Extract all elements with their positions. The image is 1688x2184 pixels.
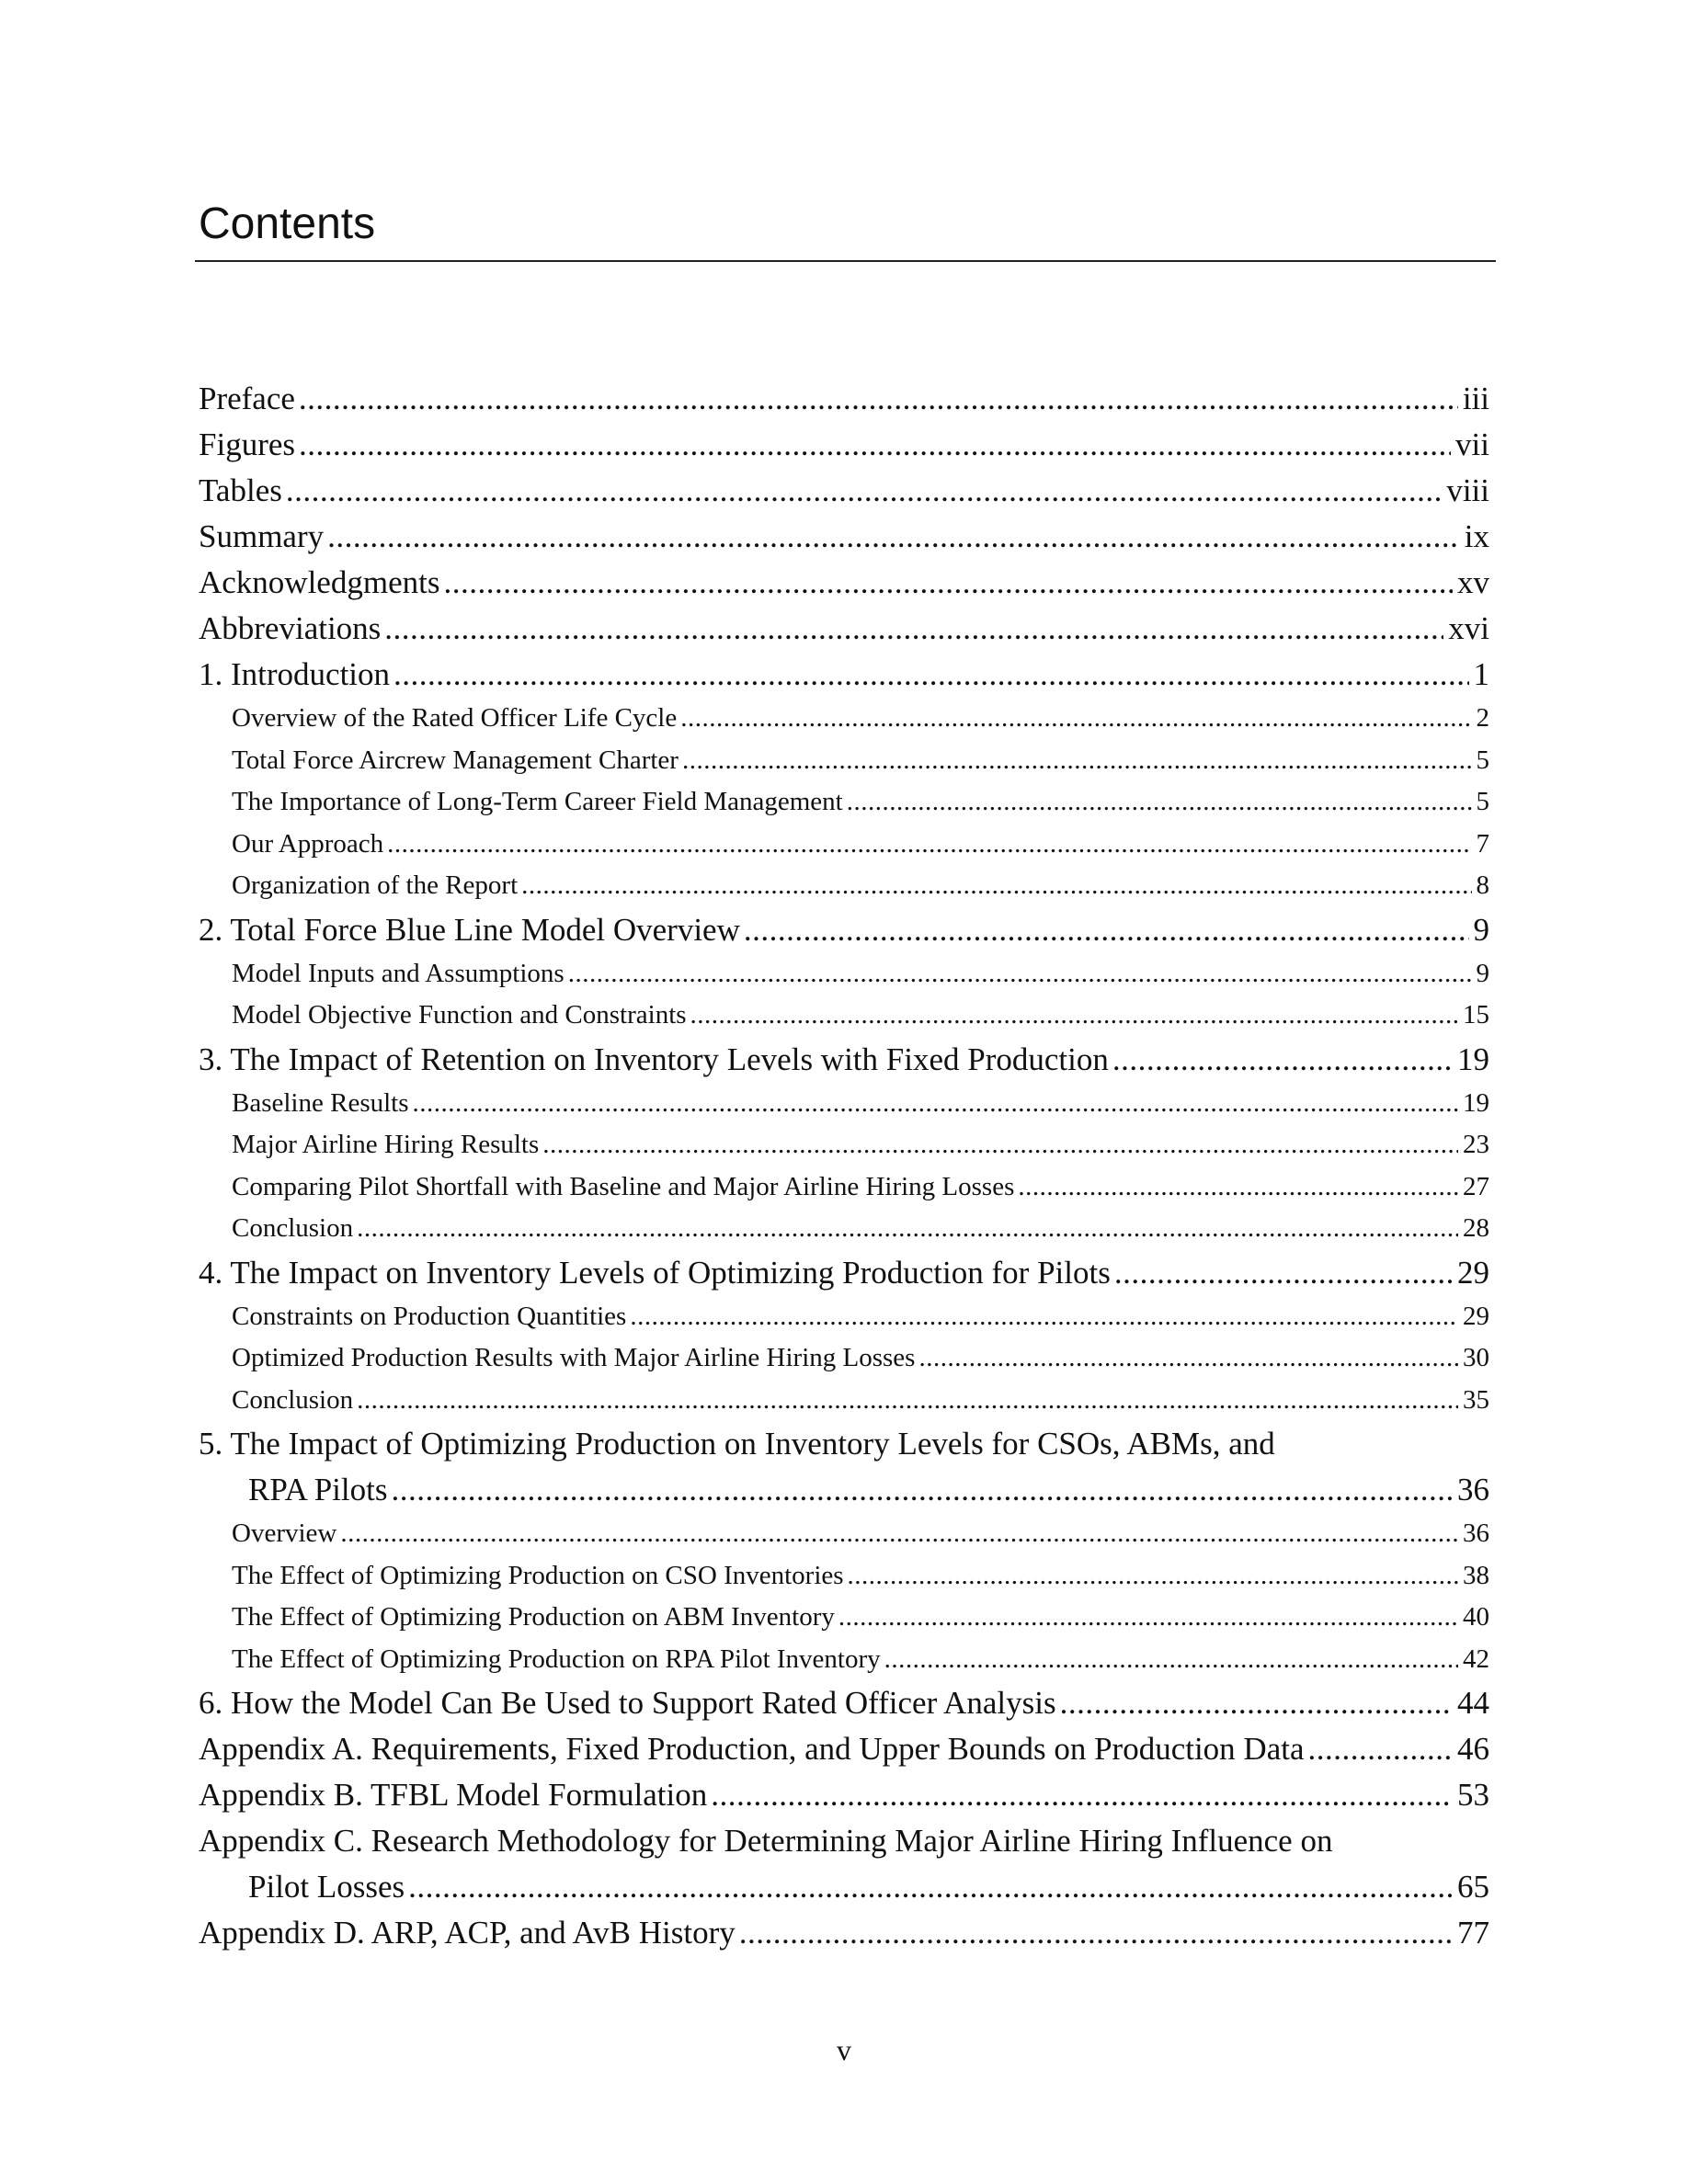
toc-entry[interactable] (199, 606, 1489, 652)
toc-subentry[interactable] (199, 865, 1489, 907)
toc-entry[interactable] (199, 1250, 1489, 1296)
toc-page-number[interactable]: 30 (1463, 1343, 1489, 1372)
toc-page-number[interactable]: 29 (1463, 1301, 1489, 1331)
toc-entry-line (199, 1421, 1489, 1467)
toc-entry-title[interactable]: Major Airline Hiring Results (232, 1130, 540, 1159)
toc-page-number[interactable]: iii (1462, 381, 1489, 416)
toc-entry-title[interactable]: Figures (199, 427, 295, 462)
title-rule (195, 260, 1496, 262)
toc-entry-line (232, 740, 1489, 782)
toc-subentry[interactable] (199, 1513, 1489, 1555)
toc-page-number[interactable]: ix (1464, 518, 1489, 554)
toc-entry-line (199, 514, 1489, 560)
toc-page-number[interactable]: 46 (1457, 1731, 1489, 1767)
toc-entry-line (232, 1166, 1489, 1209)
toc-entry-title[interactable]: Model Objective Function and Constraints (232, 1000, 687, 1029)
toc-entry-title[interactable]: Overview (232, 1519, 337, 1548)
toc-page-number[interactable]: 29 (1457, 1254, 1489, 1291)
toc-page-number[interactable]: 5 (1476, 787, 1489, 816)
dot-leader (838, 1597, 1458, 1639)
dot-leader (391, 1467, 1453, 1513)
toc-page-number[interactable]: xvi (1448, 610, 1489, 646)
toc-page-number[interactable]: 35 (1463, 1384, 1489, 1415)
toc-entry-line (232, 1555, 1489, 1598)
toc-entry-title[interactable]: Conclusion (232, 1213, 354, 1243)
toc-page-number[interactable]: 9 (1476, 958, 1489, 988)
toc-entry-line (199, 376, 1489, 422)
toc-entry-title[interactable]: Overview of the Rated Officer Life Cycle (232, 703, 678, 733)
toc-entry-line (232, 1639, 1489, 1681)
toc-entry-title[interactable]: 4. The Impact on Inventory Levels of Optimizing Production for Pilots (199, 1254, 1111, 1291)
toc-entry-title[interactable]: The Effect of Optimizing Production on RPA Pilot Inventory (232, 1644, 881, 1674)
toc-entry-title[interactable]: Model Inputs and Assumptions (232, 958, 565, 988)
toc-page-number[interactable]: 23 (1463, 1130, 1489, 1159)
toc-page-number[interactable]: 53 (1457, 1777, 1489, 1813)
toc-page-number[interactable]: 27 (1463, 1171, 1489, 1201)
dot-leader (690, 995, 1458, 1037)
toc-page-number[interactable]: 28 (1463, 1213, 1489, 1243)
toc-entry-title[interactable]: Conclusion (232, 1384, 354, 1415)
toc-entry-line (232, 995, 1489, 1037)
toc-entry-title[interactable]: Appendix B. TFBL Model Formulation (199, 1777, 708, 1813)
toc-entry-title[interactable]: Optimized Production Results with Major Airline Hiring Losses (232, 1343, 916, 1372)
toc-page-number[interactable]: 36 (1463, 1519, 1489, 1548)
toc-entry-line (232, 1296, 1489, 1338)
toc-page-number[interactable]: 40 (1463, 1602, 1489, 1632)
page-title: Contents (199, 199, 376, 248)
toc-subentry[interactable] (199, 781, 1489, 824)
toc-entry[interactable] (199, 1726, 1489, 1772)
dot-leader (387, 824, 1471, 866)
toc-entry-title[interactable]: The Effect of Optimizing Production on ABM Inventory (232, 1602, 835, 1632)
toc-page-number[interactable]: 42 (1463, 1644, 1489, 1674)
dot-leader (568, 953, 1472, 995)
toc-entry-title[interactable]: RPA Pilots (248, 1472, 388, 1507)
dot-leader (408, 1864, 1453, 1910)
toc-entry-title[interactable]: Total Force Aircrew Management Charter (232, 745, 679, 775)
toc-entry[interactable] (199, 652, 1489, 698)
toc-entry-title[interactable]: 1. Introduction (199, 656, 391, 692)
dot-leader (521, 865, 1471, 907)
toc-entry-line (199, 1467, 1489, 1513)
toc-entry[interactable] (199, 1818, 1489, 1910)
dot-leader (848, 1555, 1458, 1598)
dot-leader (847, 781, 1472, 824)
dot-leader (357, 1208, 1458, 1250)
dot-leader (327, 514, 1460, 560)
toc-subentry[interactable] (199, 1639, 1489, 1681)
toc-page-number[interactable]: 8 (1476, 870, 1489, 900)
toc-entry-line (199, 1772, 1489, 1818)
toc-page-number[interactable]: 5 (1476, 745, 1489, 775)
toc-entry-title[interactable]: Tables (199, 472, 282, 508)
toc-entry-line (232, 1208, 1489, 1250)
dot-leader (711, 1772, 1453, 1818)
toc-entry-title[interactable]: Organization of the Report (232, 870, 519, 900)
toc-entry-line (199, 1818, 1489, 1864)
toc-page-number[interactable]: 44 (1457, 1685, 1489, 1721)
toc-entry-line (232, 781, 1489, 824)
toc-entry-title[interactable]: Constraints on Production Quantities (232, 1301, 627, 1331)
dot-leader (680, 698, 1471, 740)
toc-page-number[interactable]: 9 (1473, 911, 1489, 948)
toc-entry-line (232, 1597, 1489, 1639)
toc-page-number[interactable]: 65 (1457, 1869, 1489, 1905)
toc-subentry[interactable] (199, 953, 1489, 995)
dot-leader (739, 1910, 1453, 1956)
toc-entry[interactable] (199, 468, 1489, 514)
toc-subentry[interactable] (199, 1166, 1489, 1209)
toc-entry[interactable] (199, 422, 1489, 468)
toc-entry-title[interactable]: Abbreviations (199, 610, 382, 646)
page-number: v (837, 2033, 851, 2066)
toc-entry-line (232, 953, 1489, 995)
dot-leader (413, 1083, 1458, 1125)
dot-leader (1018, 1166, 1458, 1209)
toc-entry[interactable] (199, 1680, 1489, 1726)
toc-entry-line (199, 422, 1489, 468)
dot-leader (630, 1296, 1458, 1338)
dot-leader (340, 1513, 1458, 1555)
dot-leader (443, 560, 1453, 606)
toc-entry[interactable] (199, 514, 1489, 560)
toc-entry-title[interactable]: Baseline Results (232, 1087, 409, 1118)
toc-entry-line (199, 560, 1489, 606)
toc-entry-line (232, 865, 1489, 907)
dot-leader (542, 1124, 1458, 1166)
toc-entry-title[interactable]: 3. The Impact of Retention on Inventory Levels with Fixed Production (199, 1041, 1109, 1077)
toc-entry[interactable] (199, 907, 1489, 953)
toc-entry-title[interactable]: Pilot Losses (248, 1869, 405, 1905)
toc-subentry[interactable] (199, 1083, 1489, 1125)
toc-page-number[interactable]: 7 (1476, 828, 1489, 859)
toc-entry-line (232, 698, 1489, 740)
dot-leader (918, 1337, 1458, 1380)
toc-entry-title[interactable]: Acknowledgments (199, 564, 440, 600)
toc-entry-line (199, 907, 1489, 953)
toc-entry-line (199, 1864, 1489, 1910)
toc-entry-line (199, 1250, 1489, 1296)
toc-entry-line (232, 1124, 1489, 1166)
dot-leader (299, 422, 1451, 468)
dot-leader (357, 1380, 1458, 1422)
dot-leader (299, 376, 1458, 422)
toc-entry-line (199, 652, 1489, 698)
toc-entry-line (232, 1337, 1489, 1380)
dot-leader (286, 468, 1442, 514)
toc-subentry[interactable] (199, 995, 1489, 1037)
toc-entry-title[interactable]: 6. How the Model Can Be Used to Support Rated Officer Analysis (199, 1685, 1056, 1721)
dot-leader (1060, 1680, 1453, 1726)
toc-page-number[interactable]: viii (1446, 472, 1489, 508)
toc-entry-line (199, 606, 1489, 652)
dot-leader (682, 740, 1472, 782)
dot-leader (393, 652, 1468, 698)
toc-page-number[interactable]: 38 (1463, 1560, 1489, 1590)
toc-entry[interactable] (199, 1910, 1489, 1956)
toc-entry-title[interactable]: Preface (199, 381, 295, 416)
toc-subentry[interactable] (199, 1296, 1489, 1338)
toc-page-number[interactable]: 15 (1463, 1000, 1489, 1029)
toc-entry[interactable] (199, 560, 1489, 606)
toc-subentry[interactable] (199, 1380, 1489, 1422)
toc-entry-line (199, 1910, 1489, 1956)
toc-entry-line (199, 1037, 1489, 1083)
toc-subentry[interactable] (199, 1124, 1489, 1166)
toc-entry[interactable] (199, 1421, 1489, 1513)
toc-entry-line (232, 1083, 1489, 1125)
toc-page-number[interactable]: 77 (1457, 1915, 1489, 1951)
toc-entry-title[interactable]: Comparing Pilot Shortfall with Baseline and Major Airline Hiring Losses (232, 1171, 1015, 1201)
toc-entry[interactable] (199, 376, 1489, 422)
toc-page-number[interactable]: xv (1457, 564, 1489, 600)
toc-subentry[interactable] (199, 1208, 1489, 1250)
toc-subentry[interactable] (199, 740, 1489, 782)
toc-subentry[interactable] (199, 1555, 1489, 1598)
toc-entry-title[interactable]: Appendix C. Research Methodology for Determining Major Airline Hiring Influence on (199, 1823, 1333, 1859)
toc-entry-title[interactable]: The Effect of Optimizing Production on CSO Inventories (232, 1560, 844, 1590)
toc-entry-line (199, 1680, 1489, 1726)
toc-entry-title[interactable]: The Importance of Long-Term Career Field Management (232, 787, 843, 816)
toc-entry-line (232, 824, 1489, 866)
toc-subentry[interactable] (199, 1337, 1489, 1380)
toc-subentry[interactable] (199, 698, 1489, 740)
dot-leader (1114, 1250, 1453, 1296)
toc-page-number[interactable]: 2 (1476, 703, 1489, 733)
dot-leader (1112, 1037, 1453, 1083)
toc-entry-line (199, 468, 1489, 514)
toc-subentry[interactable] (199, 824, 1489, 866)
dot-leader (884, 1639, 1458, 1681)
toc-entry[interactable] (199, 1772, 1489, 1818)
toc-entry-line (232, 1513, 1489, 1555)
toc-entry-title[interactable]: 2. Total Force Blue Line Model Overview (199, 911, 740, 948)
toc-entry-line (199, 1726, 1489, 1772)
toc-entry-title[interactable]: Appendix A. Requirements, Fixed Production, and Upper Bounds on Production Data (199, 1731, 1305, 1767)
toc-page-number[interactable]: 36 (1457, 1472, 1489, 1507)
toc-page-number[interactable]: 1 (1473, 656, 1489, 692)
toc-entry-line (232, 1380, 1489, 1422)
toc-entry-title[interactable]: 5. The Impact of Optimizing Production on Inventory Levels for CSOs, ABMs, and (199, 1426, 1275, 1462)
toc-page-number[interactable]: vii (1455, 427, 1489, 462)
dot-leader (744, 907, 1469, 953)
toc-entry-title[interactable]: Summary (199, 518, 325, 554)
toc-page-number[interactable]: 19 (1463, 1087, 1489, 1118)
toc-subentry[interactable] (199, 1597, 1489, 1639)
dot-leader (384, 606, 1443, 652)
toc-entry-title[interactable]: Appendix D. ARP, ACP, and AvB History (199, 1915, 736, 1951)
table-of-contents (199, 376, 1489, 1956)
toc-page-number[interactable]: 19 (1457, 1041, 1489, 1077)
dot-leader (1308, 1726, 1454, 1772)
toc-entry[interactable] (199, 1037, 1489, 1083)
toc-entry-title[interactable]: Our Approach (232, 828, 384, 859)
